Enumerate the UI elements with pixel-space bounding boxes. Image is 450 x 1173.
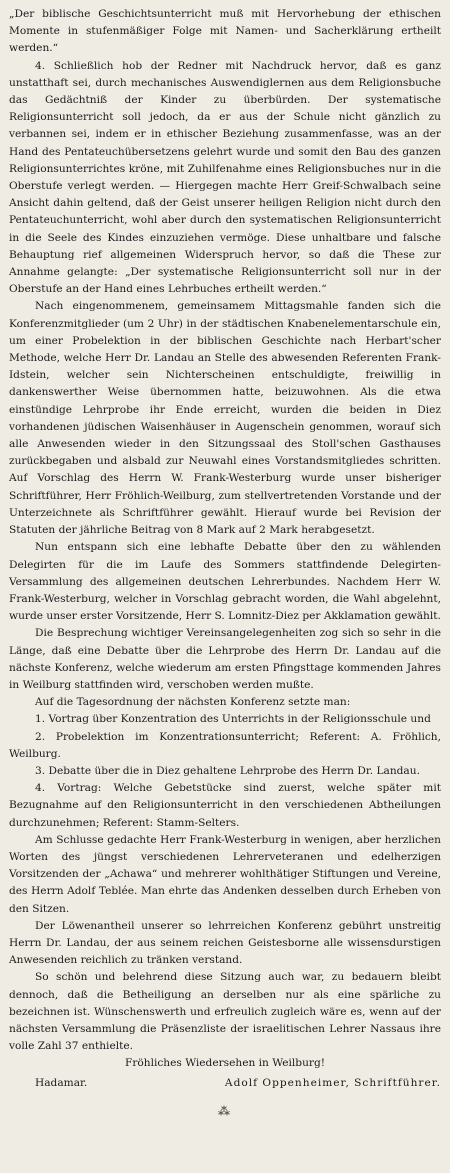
agenda-item-4: 4. Vortrag: Welche Gebetstücke sind zuerst, welche später mit Bezugnahme auf den Religionsunterricht in den verschiedenen Abtheilungen durchzunehmen; Referent: Stamm-Selters. <box>9 782 441 829</box>
author-signature: Adolf Oppenheimer, Schriftführer. <box>224 1076 441 1089</box>
paragraph-delegate-debate: Nun entspann sich eine lebhafte Debatte über den zu wählenden Delegirten für die im Laufe des Sommers stattfindende Delegirten-Versammlung des allgemeinen deutschen Lehrerbundes. Nachdem Herr W. Frank-Westerburg, welcher in Vorschlag gebracht worden, die Wahl abgelehnt, wurde unser erster Vorsitzende, Herr S. Lomnitz-Diez per Akklamation gewählt. <box>9 541 441 623</box>
place-name: Hadamar. <box>35 1076 88 1089</box>
agenda-item-2: 2. Probelektion im Konzentrationsunterricht; Referent: A. Fröhlich, Weilburg. <box>9 730 441 760</box>
signature-line <box>9 1075 441 1092</box>
ornament-divider: ⁂ <box>218 1103 232 1118</box>
paragraph-lunch-lesson: Nach eingenommenem, gemeinsamem Mittagsmahle fanden sich die Konferenzmitglieder (um 2 Uhr) in der städtischen Knabenelementarschule ein, um einer Probelektion in der biblischen Geschichte nach Herbart'scher Methode, welche Herr Dr. Landau an Stelle des abwesenden Referenten Frank-Idstein, welcher sein Nichterscheinen entschuldigte, freiwillig in dankenswerther Weise übernommen hatte, beizuwohnen. Als die etwa einstündige Lehrprobe ihr Ende erreicht, wurden die beiden in Diez vorhandenen jüdischen Waisenhäuser in Augenschein genommen, worauf sich alle Anwesenden wieder in den Sitzungssaal des Stoll'schen Gasthauses zurückbegaben und alsbald zur Neuwahl eines Vorstandsmitgliedes schritten. Auf Vorschlag des Herrn W. Frank-Westerburg wurde unser bisheriger Schriftführer, Herr Fröhlich-Weilburg, zum stellvertretenden Vorstande und der Unterzeichnete als Schriftführer gewählt. Hierauf wurde bei Revision der Statuten der jährliche Beitrag von 8 Mark auf 2 Mark herabgesetzt. <box>9 300 441 537</box>
quoted-thesis: „Der biblische Geschichtsunterricht muß mit Hervorhebung der ethischen Momente in stufenmäßiger Folge mit Namen- und Sacherklärung ertheilt werden.“ <box>9 8 441 55</box>
agenda-item-1: 1. Vortrag über Konzentration des Unterrichts in der Religionsschule und <box>35 713 431 726</box>
farewell-line: Fröhliches Wiedersehen in Weilburg! <box>124 1057 326 1070</box>
paragraph-point-4: 4. Schließlich hob der Redner mit Nachdruck hervor, daß es ganz unstatthaft sei, durch mechanisches Auswendiglernen aus dem Religionsbuche das Gedächtniß der Kinder zu überbürden. Der systematische Religionsunterricht soll jedoch, da er aus der Schule nicht gänzlich zu verbannen sei, indem er in ethischer Beziehung zusammenfasse, was an der Hand des Pentateuchübersetzens gelehrt wurde und somit den Bau des ganzen Religionsunterrichtes kröne, mit Zuhilfenahme eines Religionsbuches nur in die Oberstufe verlegt werden. — Hiergegen machte Herr Greif-Schwalbach seine Ansicht dahin geltend, daß der Geist unserer heiligen Religion nicht durch den Pentateuchunterricht, wohl aber durch den systematischen Religionsunterricht in die Seele des Kindes einzuziehen vermöge. Diese unhaltbare und falsche Behauptung rief allgemeinen Widerspruch hervor, so daß die These zur Annahme gelangte: „Der systematische Religionsunterricht soll nur in der Oberstufe an der Hand eines Lehrbuches ertheilt werden.“ <box>9 59 441 296</box>
paragraph-memorial: Am Schlusse gedachte Herr Frank-Westerburg in wenigen, aber herzlichen Worten des jüngst verschiedenen Lehrerveteranen und edelherzigen Vorsitzenden der „Achawa“ und mehrerer wohlthätiger Stiftungen und Vereine, des Herrn Adolf Teblée. Man ehrte das Andenken desselben durch Erheben von den Sitzen. <box>9 833 441 915</box>
paragraph-agenda-intro: Auf die Tagesordnung der nächsten Konferenz setzte man: <box>35 696 351 709</box>
paragraph-participation: So schön und belehrend diese Sitzung auch war, zu bedauern bleibt dennoch, daß die Betheiligung an derselben nur als eine spärliche zu bezeichnen ist. Wünschenswerth und erfreulich zugleich wäre es, wenn auf der nächsten Versammlung die Präsenzliste der israelitischen Lehrer Nassaus ihre volle Zahl 37 enthielte. <box>9 971 441 1053</box>
paragraph-thanks: Der Löwenantheil unserer so lehrreichen Konferenz gebührt unstreitig Herrn Dr. Landau, der aus seinem reichen Geistesborne alle wissensdurstigen Anwesenden reichlich zu tränken verstand. <box>9 919 441 967</box>
article-body <box>9 6 441 1073</box>
agenda-item-3: 3. Debatte über die in Diez gehaltene Lehrprobe des Herrn Dr. Landau. <box>35 764 420 777</box>
paragraph-association-matters: Die Besprechung wichtiger Vereinsangelegenheiten zog sich so sehr in die Länge, daß eine Debatte über die Lehrprobe des Herrn Dr. Landau auf die nächste Konferenz, welche wiederum am ersten Pfingsttage kommenden Jahres in Weilburg stattfinden wird, verschoben werden mußte. <box>9 627 441 691</box>
